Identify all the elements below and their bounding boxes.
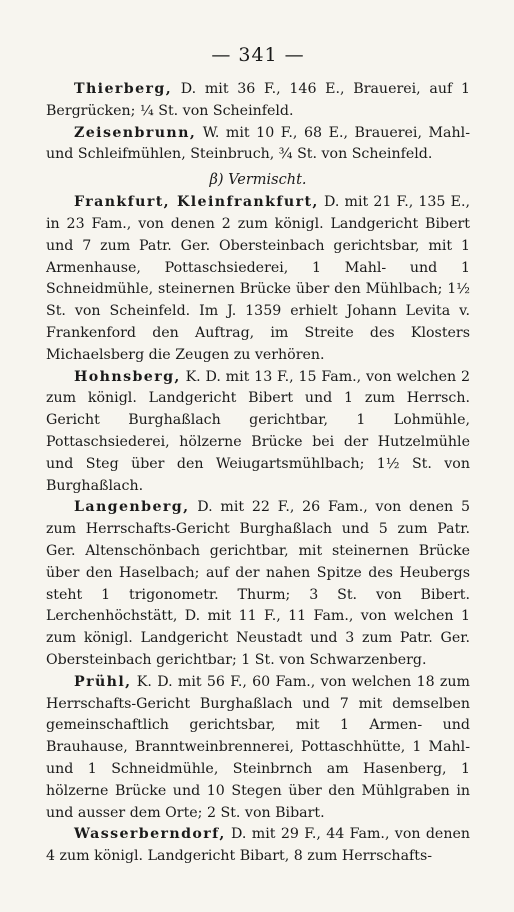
entry-name: Wasserberndorf, (74, 826, 226, 843)
entry-thierberg (46, 79, 470, 123)
entry-name: Hohnsberg, (74, 368, 181, 385)
entry-name: Thierberg, (74, 81, 173, 97)
entry-name: Langenberg, (74, 499, 190, 516)
entry-name: Frankfurt, Kleinfrankfurt, (74, 194, 319, 211)
entry-hohnsberg (46, 367, 470, 498)
entry-frankfurt (46, 192, 470, 366)
entry-name: Prühl, (74, 673, 132, 690)
entry-text: D. mit 36 F., 146 E., Brauerei, auf 1 Bergrücken; ¼ St. von Scheinfeld. (46, 81, 470, 119)
entry-langenberg (46, 497, 470, 671)
entry-text: W. mit 10 F., 68 E., Brauerei, Mahl- und Schleifmühlen, Steinbruch, ¾ St. von Scheinfeld. (46, 124, 470, 163)
entry-zeisenbrunn (46, 123, 470, 167)
entry-text: K. D. mit 56 F., 60 Fam., von welchen 18 zum Herrschafts-Gericht Burghaßlach und 7 mit demselben gemeinschaftlich gerichtsbar, mit 1 Armen- und Brauhause, Branntweinbrennerei, Pottaschhütte, 1 Mahl- und 1 Schneidmühle, Steinbrnch am Hasenberg, 1 hölzerne Brücke und 10 Stegen über den Mühlgraben in und ausser dem Orte; 2 St. von Bibart. (46, 673, 470, 821)
entry-name: Zeisenbrunn, (74, 124, 197, 141)
entry-text: D. mit 29 F., 44 Fam., von denen 4 zum königl. Landgericht Bibart, 8 zum Herrschafts- (46, 826, 470, 865)
entry-pruehl (46, 672, 470, 825)
entry-text: K. D. mit 13 F., 15 Fam., von welchen 2 zum königl. Landgericht Bibert und 1 zum Herrsch. Gericht Burghaßlach gerichtbar, 1 Lohmühle, Pottaschsiederei, hölzerne Brücke bei der Hutzelmühle und Steg über den Weiugartsmühlbach; 1½ St. von Burghaßlach. (46, 368, 470, 494)
page-number: — 341 — (211, 44, 305, 66)
entry-text: D. mit 21 F., 135 E., in 23 Fam., von denen 2 zum königl. Landgericht Bibert und 7 zum Patr. Ger. Obersteinbach gerichtsbar, mit 1 Armenhause, Pottaschsiederei, 1 Mahl- und 1 Schneidmühle, steinernen Brücke über den Mühlbach; 1½ St. von Scheinfeld. Im J. 1359 erhielt Johann Levita v. Frankenford den Auftrag, im Streite des Klosters Michaelsberg die Zeugen zu verhören. (46, 194, 470, 363)
entry-text: D. mit 22 F., 26 Fam., von denen 5 zum Herrschafts-Gericht Burghaßlach und 5 zum Patr. Ger. Altenschönbach gerichtbar, mit steinernen Brücke über den Haselbach; auf der nahen Spitze des Heubergs steht 1 trigonometr. Thurm; 3 St. von Bibert. Lerchenhöchstätt, D. mit 11 F., 11 Fam., von welchen 1 zum königl. Landgericht Neustadt und 3 zum Patr. Ger. Obersteinbach gerichtbar; 1 St. von Schwarzenberg. (46, 499, 470, 668)
entry-wasserberndorf (46, 824, 470, 868)
section-heading: β) Vermischt. (209, 172, 307, 189)
